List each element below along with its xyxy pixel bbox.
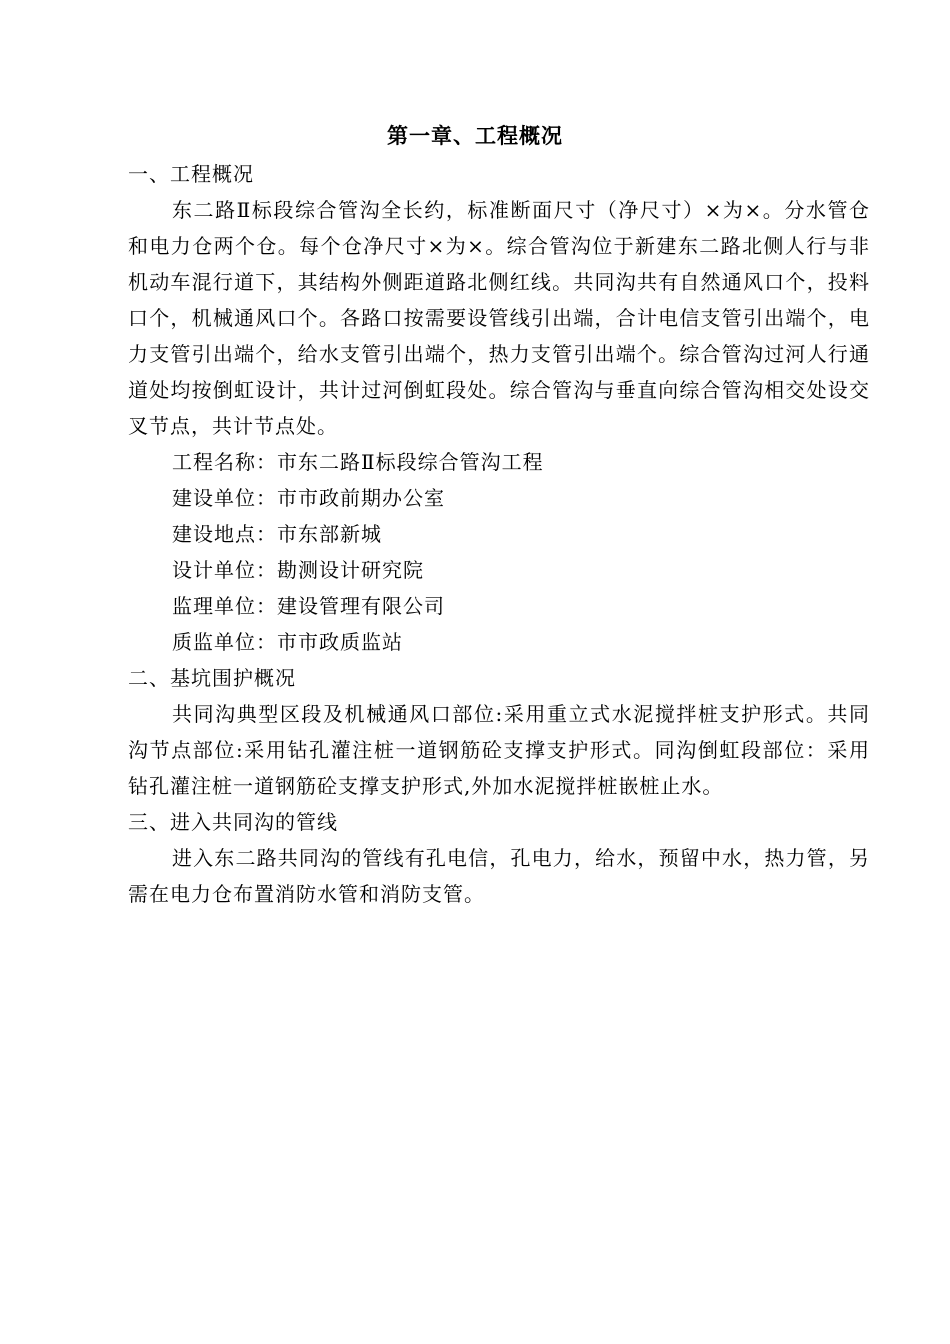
section-heading-overview: 一、工程概况 (128, 162, 254, 186)
paragraph-overview: 东二路Ⅱ标段综合管沟全长约，标准断面尺寸（净尺寸）×为×。分水管仓和电力仓两个仓。每个仓净尺寸×为×。综合管沟位于新建东二路北侧人行与非机动车混行道下，其结构外侧距道路北侧红线。共同沟共有自然通风口个，投料口个，机械通风口个。各路口按需要设管线引出端，合计电信支管引出端个，电力支管引出端个，给水支管引出端个，热力支管引出端个。综合管沟过河人行通道处均按倒虹设计，共计过河倒虹段处。综合管沟与垂直向综合管沟相交处设交叉节点，共计节点处。 (128, 198, 870, 438)
info-construction-site: 建设地点：市东部新城 (172, 522, 382, 546)
info-project-name: 工程名称：市东二路Ⅱ标段综合管沟工程 (172, 450, 544, 474)
info-construction-unit: 建设单位：市市政前期办公室 (172, 486, 445, 510)
section-heading-pipelines: 三、进入共同沟的管线 (128, 810, 338, 834)
info-design-unit: 设计单位：勘测设计研究院 (172, 558, 424, 582)
paragraph-foundation: 共同沟典型区段及机械通风口部位:采用重立式水泥搅拌桩支护形式。共同沟节点部位:采用钻孔灌注桩一道钢筋砼支撑支护形式。同沟倒虹段部位：采用钻孔灌注桩一道钢筋砼支撑支护形式,外加水泥搅拌桩嵌桩止水。 (128, 702, 870, 798)
info-quality-unit: 质监单位：市市政质监站 (172, 630, 403, 654)
info-supervision-unit: 监理单位：建设管理有限公司 (172, 594, 445, 618)
chapter-title: 第一章、工程概况 (387, 123, 563, 148)
section-heading-foundation: 二、基坑围护概况 (128, 666, 296, 690)
document-body (128, 156, 870, 912)
paragraph-pipelines: 进入东二路共同沟的管线有孔电信，孔电力，给水，预留中水，热力管，另需在电力仓布置消防水管和消防支管。 (128, 846, 870, 906)
